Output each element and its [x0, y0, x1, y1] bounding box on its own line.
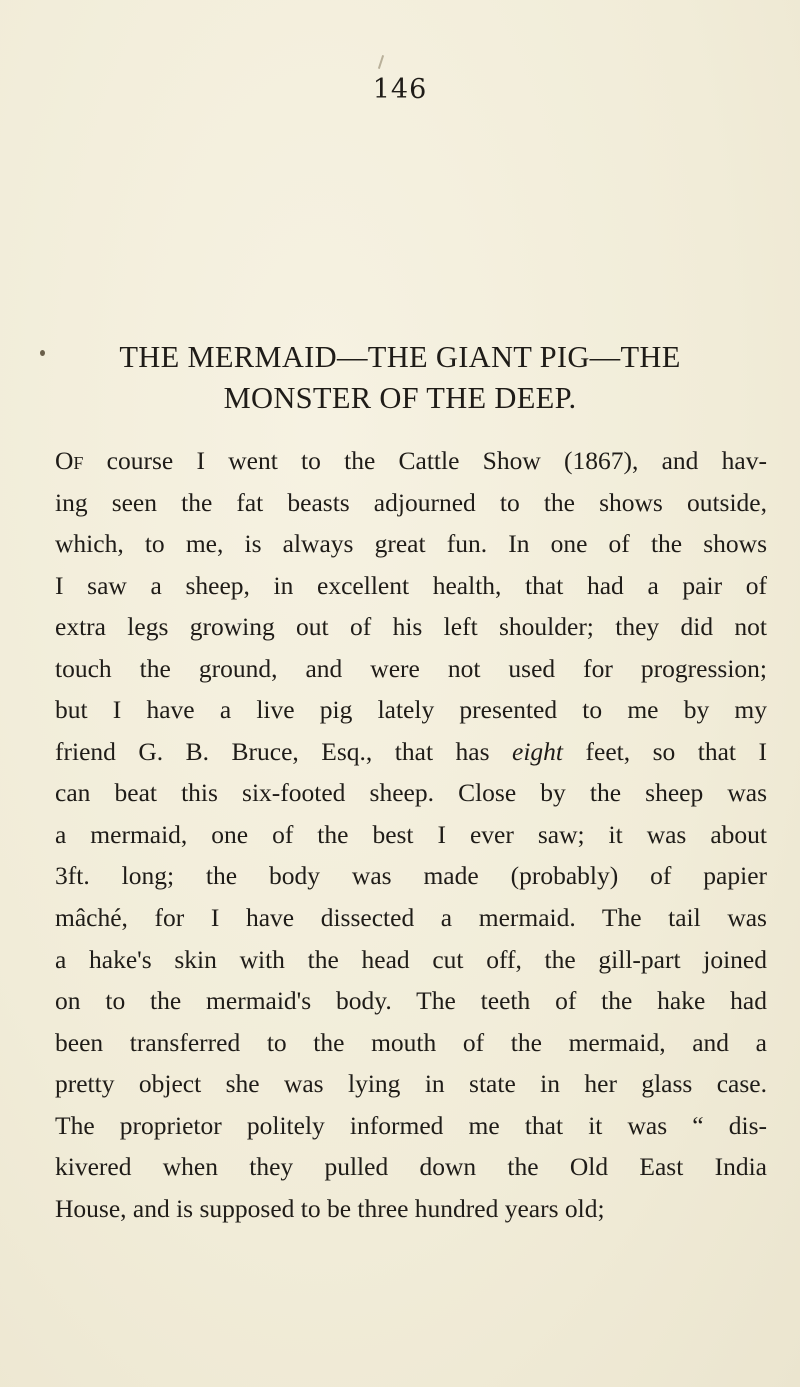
page-number: 146 [372, 74, 428, 105]
text-line [55, 440, 767, 482]
text-line: but I have a live pig lately presented to me by my [55, 695, 767, 725]
text-line: can beat this six-footed sheep. Close by the sheep was [55, 778, 767, 808]
chapter-title-line-2: MONSTER OF THE DEEP. [223, 381, 577, 415]
text-line [55, 731, 767, 773]
text-line: a hake's skin with the head cut off, the gill-part joined [55, 944, 767, 974]
text-line: 3ft. long; the body was made (probably) of papier [55, 861, 767, 891]
text-line: been transferred to the mouth of the mermaid, and a [55, 1027, 767, 1057]
text-line: a mermaid, one of the best I ever saw; it was about [55, 819, 767, 849]
text-line: I saw a sheep, in excellent health, that had a pair of [55, 570, 767, 600]
text-fragment: friend G. B. Bruce, Esq., that has [55, 736, 513, 766]
paper-mark [378, 55, 384, 69]
chapter-title-line-1: THE MERMAID—THE GIANT PIG—THE [119, 340, 681, 374]
text-line: kivered when they pulled down the Old East India [55, 1152, 767, 1182]
text-line: on to the mermaid's body. The teeth of the hake had [55, 986, 767, 1016]
paper-speck [40, 350, 45, 356]
text-line: pretty object she was lying in state in her glass case. [55, 1069, 767, 1099]
text-line: mâché, for I have dissected a mermaid. The tail was [55, 903, 767, 933]
text-line: ing seen the fat beasts adjourned to the shows outside, [55, 487, 767, 517]
text-line: extra legs growing out of his left shoulder; they did not [55, 612, 767, 642]
text-fragment: feet, so that I [563, 736, 767, 766]
text-line: touch the ground, and were not used for progression; [55, 653, 767, 683]
opening-word: Of [55, 446, 84, 475]
text-fragment: course I went to the Cattle Show (1867), and hav- [83, 446, 767, 475]
text-line: House, and is supposed to be three hundred years old; [55, 1193, 605, 1223]
body-paragraph [55, 440, 767, 1229]
text-line: which, to me, is always great fun. In one of the shows [55, 529, 767, 559]
text-line: The proprietor politely informed me that it was “ dis- [55, 1110, 767, 1140]
italic-word: eight [512, 736, 564, 766]
chapter-title [60, 337, 740, 419]
